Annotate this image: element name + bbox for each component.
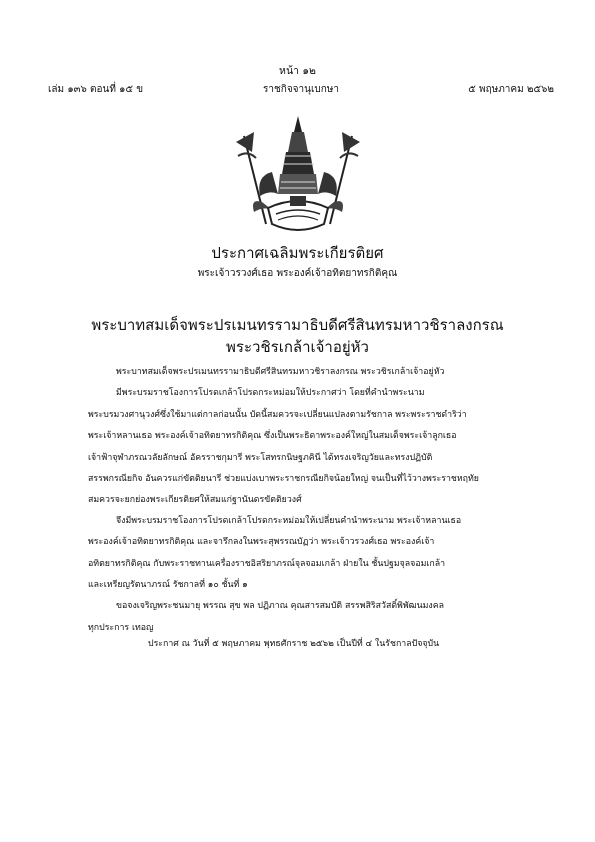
king-title-line-1: พระบาทสมเด็จพระปรเมนทรรามาธิบดีศรีสินทรมหาวชิราลงกรณ bbox=[91, 316, 504, 334]
paragraph-1 bbox=[88, 362, 508, 512]
text-line: อทิตยาทรกิติคุณ กับพระราชทานเครื่องราชอิสริยาภรณ์จุลจอมเกล้า ฝ่ายใน ชั้นปฐมจุลจอมเกล้า bbox=[88, 558, 446, 569]
closing-date-line: ประกาศ ณ วันที่ ๕ พฤษภาคม พุทธศักราช ๒๕๖๒ เป็นปีที่ ๔ ในรัชกาลปัจจุบัน bbox=[148, 639, 440, 649]
text-line: และเหรียญรัตนาภรณ์ รัชกาลที่ ๑๐ ชั้นที่ ๑ bbox=[88, 580, 248, 590]
volume-issue: เล่ม ๑๓๖ ตอนที่ ๑๕ ข bbox=[48, 84, 144, 95]
issue-date: ๕ พฤษภาคม ๒๕๖๒ bbox=[468, 84, 554, 95]
text-line: จึงมีพระบรมราชโองการโปรดเกล้าโปรดกระหม่อมให้เปลี่ยนคำนำพระนาม พระเจ้าหลานเธอ bbox=[116, 516, 462, 526]
text-line: สมควรจะยกย่องพระเกียรติยศให้สมแก่ฐานันดรขัตติยวงศ์ bbox=[88, 495, 302, 506]
royal-crown-emblem-icon bbox=[232, 112, 364, 240]
journal-name: ราชกิจจานุเบกษา bbox=[262, 84, 340, 95]
text-line: เจ้าฟ้าจุฬาภรณวลัยลักษณ์ อัครราชกุมารี พระโสทรกนิษฐภคินี ได้ทรงเจริญวัยและทรงปฏิบัติ bbox=[88, 452, 433, 463]
text-line: ขอจงเจริญพระชนมายุ พรรณ สุข พล ปฏิภาณ คุณสารสมบัติ สรรพสิริสวัสดิ์พิพัฒนมงคล bbox=[116, 601, 444, 612]
text-line: พระเจ้าหลานเธอ พระองค์เจ้าอทิตยาทรกิติคุณ ซึ่งเป็นพระธิดาพระองค์ใหญ่ในสมเด็จพระเจ้าลูกเธอ bbox=[88, 431, 457, 442]
page-number: หน้า ๑๒ bbox=[279, 65, 316, 77]
announcement-title: ประกาศเฉลิมพระเกียรติยศ bbox=[211, 244, 384, 262]
text-line: พระองค์เจ้าอทิตยาทรกิติคุณ และจารึกลงในพระสุพรรณบัฏว่า พระเจ้าวรวงศ์เธอ พระองค์เจ้า bbox=[88, 537, 435, 548]
text-line: มีพระบรมราชโองการโปรดเกล้าโปรดกระหม่อมให้ประกาศว่า โดยที่คำนำพระนาม bbox=[116, 388, 425, 399]
paragraph-2 bbox=[88, 511, 508, 575]
announcement-subtitle: พระเจ้าวรวงศ์เธอ พระองค์เจ้าอทิตยาทรกิติคุณ bbox=[197, 268, 398, 279]
text-line: พระบรมวงศานุวงศ์ซึ่งใช้มาแต่กาลก่อนนั้น บัดนี้สมควรจะเปลี่ยนแปลงตามรัชกาล พระพระราชดำริว่า bbox=[88, 409, 467, 420]
paragraph-3 bbox=[88, 575, 508, 639]
text-line: พระบาทสมเด็จพระปรเมนทรรามาธิบดีศรีสินทรมหาวชิราลงกรณ พระวชิรเกล้าเจ้าอยู่หัว bbox=[116, 367, 445, 377]
text-line: สรรพกรณียกิจ อันควรแก่ขัตติยนารี ช่วยแบ่งเบาพระราชกรณียกิจน้อยใหญ่ จนเป็นที่ไว้วางพระราชหฤทัย bbox=[88, 474, 479, 485]
text-line: ทุกประการ เทอญ bbox=[88, 622, 154, 633]
king-title-line-2: พระวชิรเกล้าเจ้าอยู่หัว bbox=[226, 338, 369, 356]
